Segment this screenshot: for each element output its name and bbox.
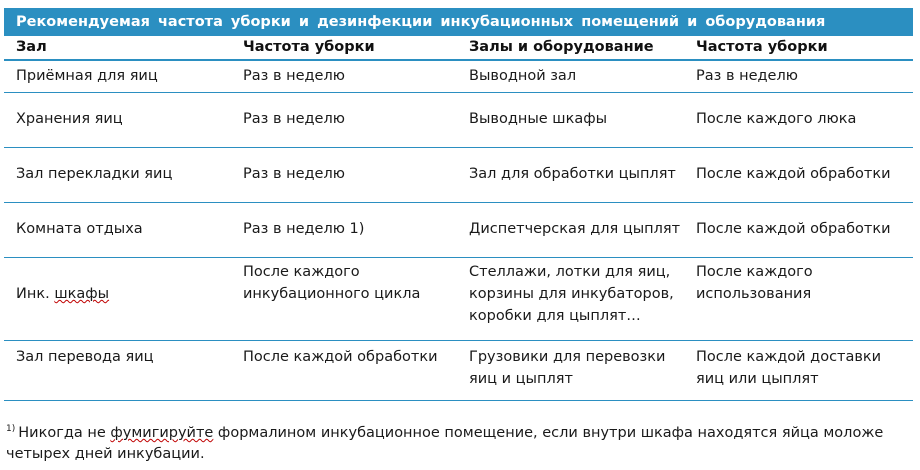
- footnote-text-start: Никогда не: [18, 425, 111, 441]
- cell-frequency: После каждой обработки: [696, 221, 891, 237]
- cell-hall-prefix: Инк.: [16, 286, 55, 302]
- footnote-marker: 1): [6, 424, 16, 434]
- cell-frequency: После каждого люка: [696, 111, 857, 127]
- cell-equipment: Грузовики для перевозки яиц и цыплят: [469, 349, 666, 387]
- table-row: [4, 341, 913, 401]
- table-row: [4, 203, 913, 258]
- spellcheck-flagged-word: шкафы: [54, 286, 110, 302]
- header-frequency-1: Частота уборки: [243, 39, 375, 55]
- cell-hall: Хранения яиц: [16, 111, 123, 127]
- footnote-text-line2: четырех дней инкубации.: [6, 446, 205, 462]
- cell-equipment: Стеллажи, лотки для яиц, корзины для инкубаторов, коробки для цыплят…: [469, 264, 674, 324]
- cell-frequency: После каждой доставки яиц или цыплят: [696, 349, 882, 387]
- cell-frequency: Раз в неделю: [243, 166, 345, 182]
- cell-equipment: Выводной зал: [469, 68, 577, 84]
- table-title: Рекомендуемая частота уборки и дезинфекции инкубационных помещений и оборудования: [4, 8, 913, 36]
- header-hall: Зал: [16, 39, 47, 55]
- cell-frequency: После каждой обработки: [243, 349, 438, 365]
- header-equipment: Залы и оборудование: [469, 39, 654, 55]
- footnote: [6, 419, 906, 465]
- header-frequency-2: Частота уборки: [696, 39, 828, 55]
- table-header-row: [4, 36, 913, 61]
- cell-frequency: После каждого использования: [696, 264, 813, 302]
- table-row: [4, 61, 913, 93]
- spellcheck-flagged-word: фумигируйте: [110, 425, 214, 441]
- table-row: [4, 258, 913, 341]
- footnote-text-end: формалином инкубационное помещение, если внутри шкафа находятся яйца моложе: [213, 425, 884, 441]
- cell-hall: Зал перекладки яиц: [16, 166, 173, 182]
- cell-frequency: После каждого инкубационного цикла: [243, 264, 421, 302]
- cell-frequency: Раз в неделю: [696, 68, 798, 84]
- cell-frequency: Раз в неделю: [243, 68, 345, 84]
- cell-frequency: Раз в неделю 1): [243, 221, 365, 237]
- cell-equipment: Зал для обработки цыплят: [469, 166, 676, 182]
- table-row: [4, 148, 913, 203]
- cell-frequency: Раз в неделю: [243, 111, 345, 127]
- cell-hall: [16, 261, 109, 305]
- cell-equipment: Диспетчерская для цыплят: [469, 221, 681, 237]
- cell-hall: Приёмная для яиц: [16, 68, 158, 84]
- table-row: [4, 93, 913, 148]
- cell-frequency: После каждой обработки: [696, 166, 891, 182]
- cell-equipment: Выводные шкафы: [469, 111, 608, 127]
- cell-hall: Комната отдыха: [16, 221, 143, 237]
- cell-hall: Зал перевода яиц: [16, 349, 154, 365]
